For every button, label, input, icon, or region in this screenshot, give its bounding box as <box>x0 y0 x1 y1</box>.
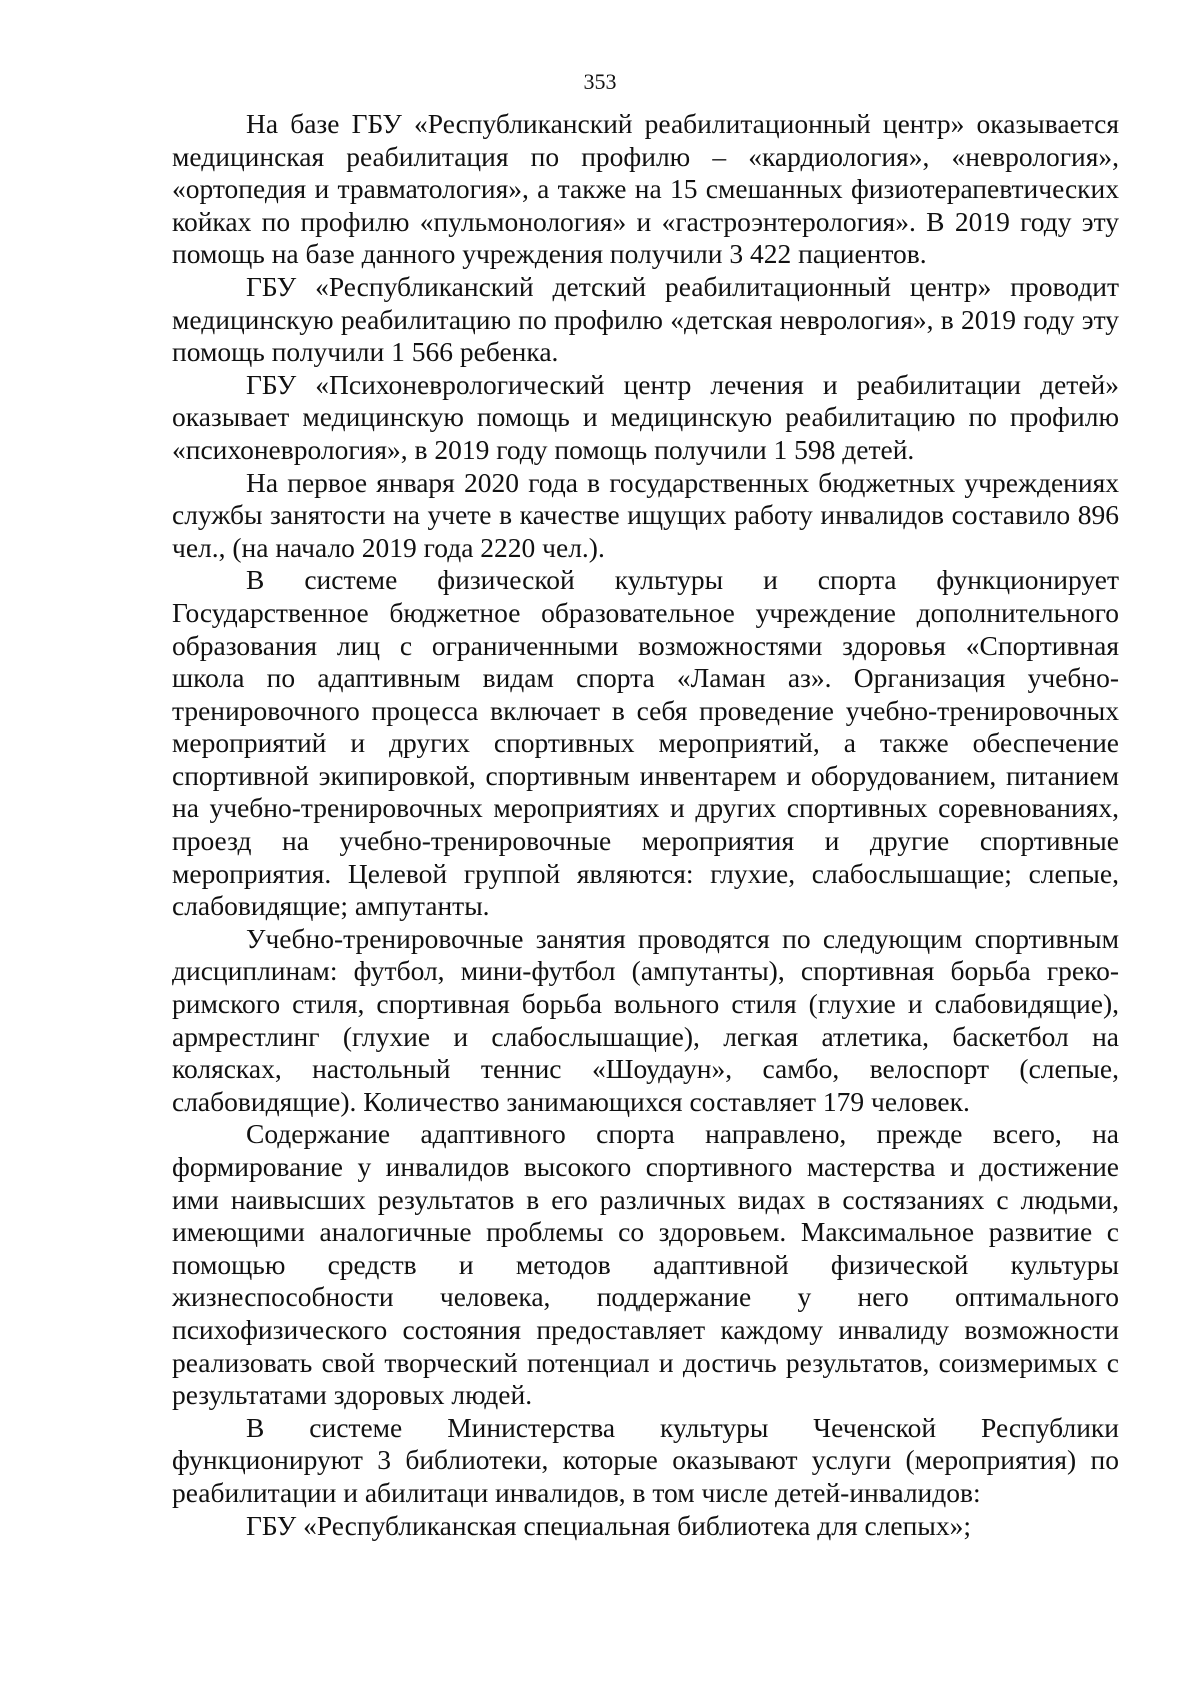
paragraph-sports-disciplines: Учебно-тренировочные занятия проводятся по следующим спортивным дисциплинам: футбол, мини-футбол (ампутанты), спортивная борьба греко-римского стиля, спортивная борьба вольного стиля (глухие и слабовидящие), армрестлинг (глухие и слабослышащие), легкая атлетика, баскетбол на колясках, настольный теннис «Шоудаун», самбо, велоспорт (слепые, слабовидящие). Количество занимающихся составляет 179 человек. <box>172 922 1119 1117</box>
paragraph-library-blind: ГБУ «Республиканская специальная библиотека для слепых»; <box>246 1509 971 1541</box>
paragraph-adaptive-sport: Содержание адаптивного спорта направлено, прежде всего, на формирование у инвалидов высокого спортивного мастерства и достижение ими наивысших результатов в его различных видах в состязаниях с людьми, имеющими аналогичные проблемы со здоровьем. Максимальное развитие с помощью средств и методов адаптивной физической культуры жизнеспособности человека, поддержание у него оптимального психофизического состояния предоставляет каждому инвалиду возможности реализовать свой творческий потенциал и достичь результатов, соизмеримых с результатами здоровых людей. <box>172 1118 1119 1411</box>
paragraph-employment-service: На первое января 2020 года в государственных бюджетных учреждениях службы занятости на учете в качестве ищущих работу инвалидов составило 896 чел., (на начало 2019 года 2220 чел.). <box>172 466 1119 563</box>
paragraph-children-rehab-center: ГБУ «Республиканский детский реабилитационный центр» проводит медицинскую реабилитацию по профилю «детская неврология», в 2019 году эту помощь получили 1 566 ребенка. <box>172 270 1119 368</box>
body-text <box>172 108 1119 1542</box>
paragraph-psychoneuro-center: ГБУ «Психоневрологический центр лечения и реабилитации детей» оказывает медицинскую помощь и медицинскую реабилитацию по профилю «психоневрология», в 2019 году помощь получили 1 598 детей. <box>172 368 1119 465</box>
paragraph-rehab-center: На базе ГБУ «Республиканский реабилитационный центр» оказывается медицинская реабилитация по профилю – «кардиология», «неврология», «ортопедия и травматология», а также на 15 смешанных физиотерапевтических койках по профилю «пульмонология» и «гастроэнтерология». В 2019 году эту помощь на базе данного учреждения получили 3 422 пациентов. <box>172 108 1119 270</box>
paragraph-culture-ministry: В системе Министерства культуры Чеченской Республики функционируют 3 библиотеки, которые оказывают услуги (мероприятия) по реабилитации и абилитаци инвалидов, в том числе детей-инвалидов: <box>172 1411 1119 1508</box>
page-number: 353 <box>583 69 617 94</box>
paragraph-sports-school: В системе физической культуры и спорта функционирует Государственное бюджетное образовательное учреждение дополнительного образования лиц с ограниченными возможностями здоровья «Спортивная школа по адаптивным видам спорта «Ламан аз». Организация учебно-тренировочного процесса включает в себя проведение учебно-тренировочных мероприятий и других спортивных мероприятий, а также обеспечение спортивной экипировкой, спортивным инвентарем и оборудованием, питанием на учебно-тренировочных мероприятиях и других спортивных соревнованиях, проезд на учебно-тренировочные мероприятия и другие спортивные мероприятия. Целевой группой являются: глухие, слабослышащие; слепые, слабовидящие; ампутанты. <box>172 564 1119 922</box>
